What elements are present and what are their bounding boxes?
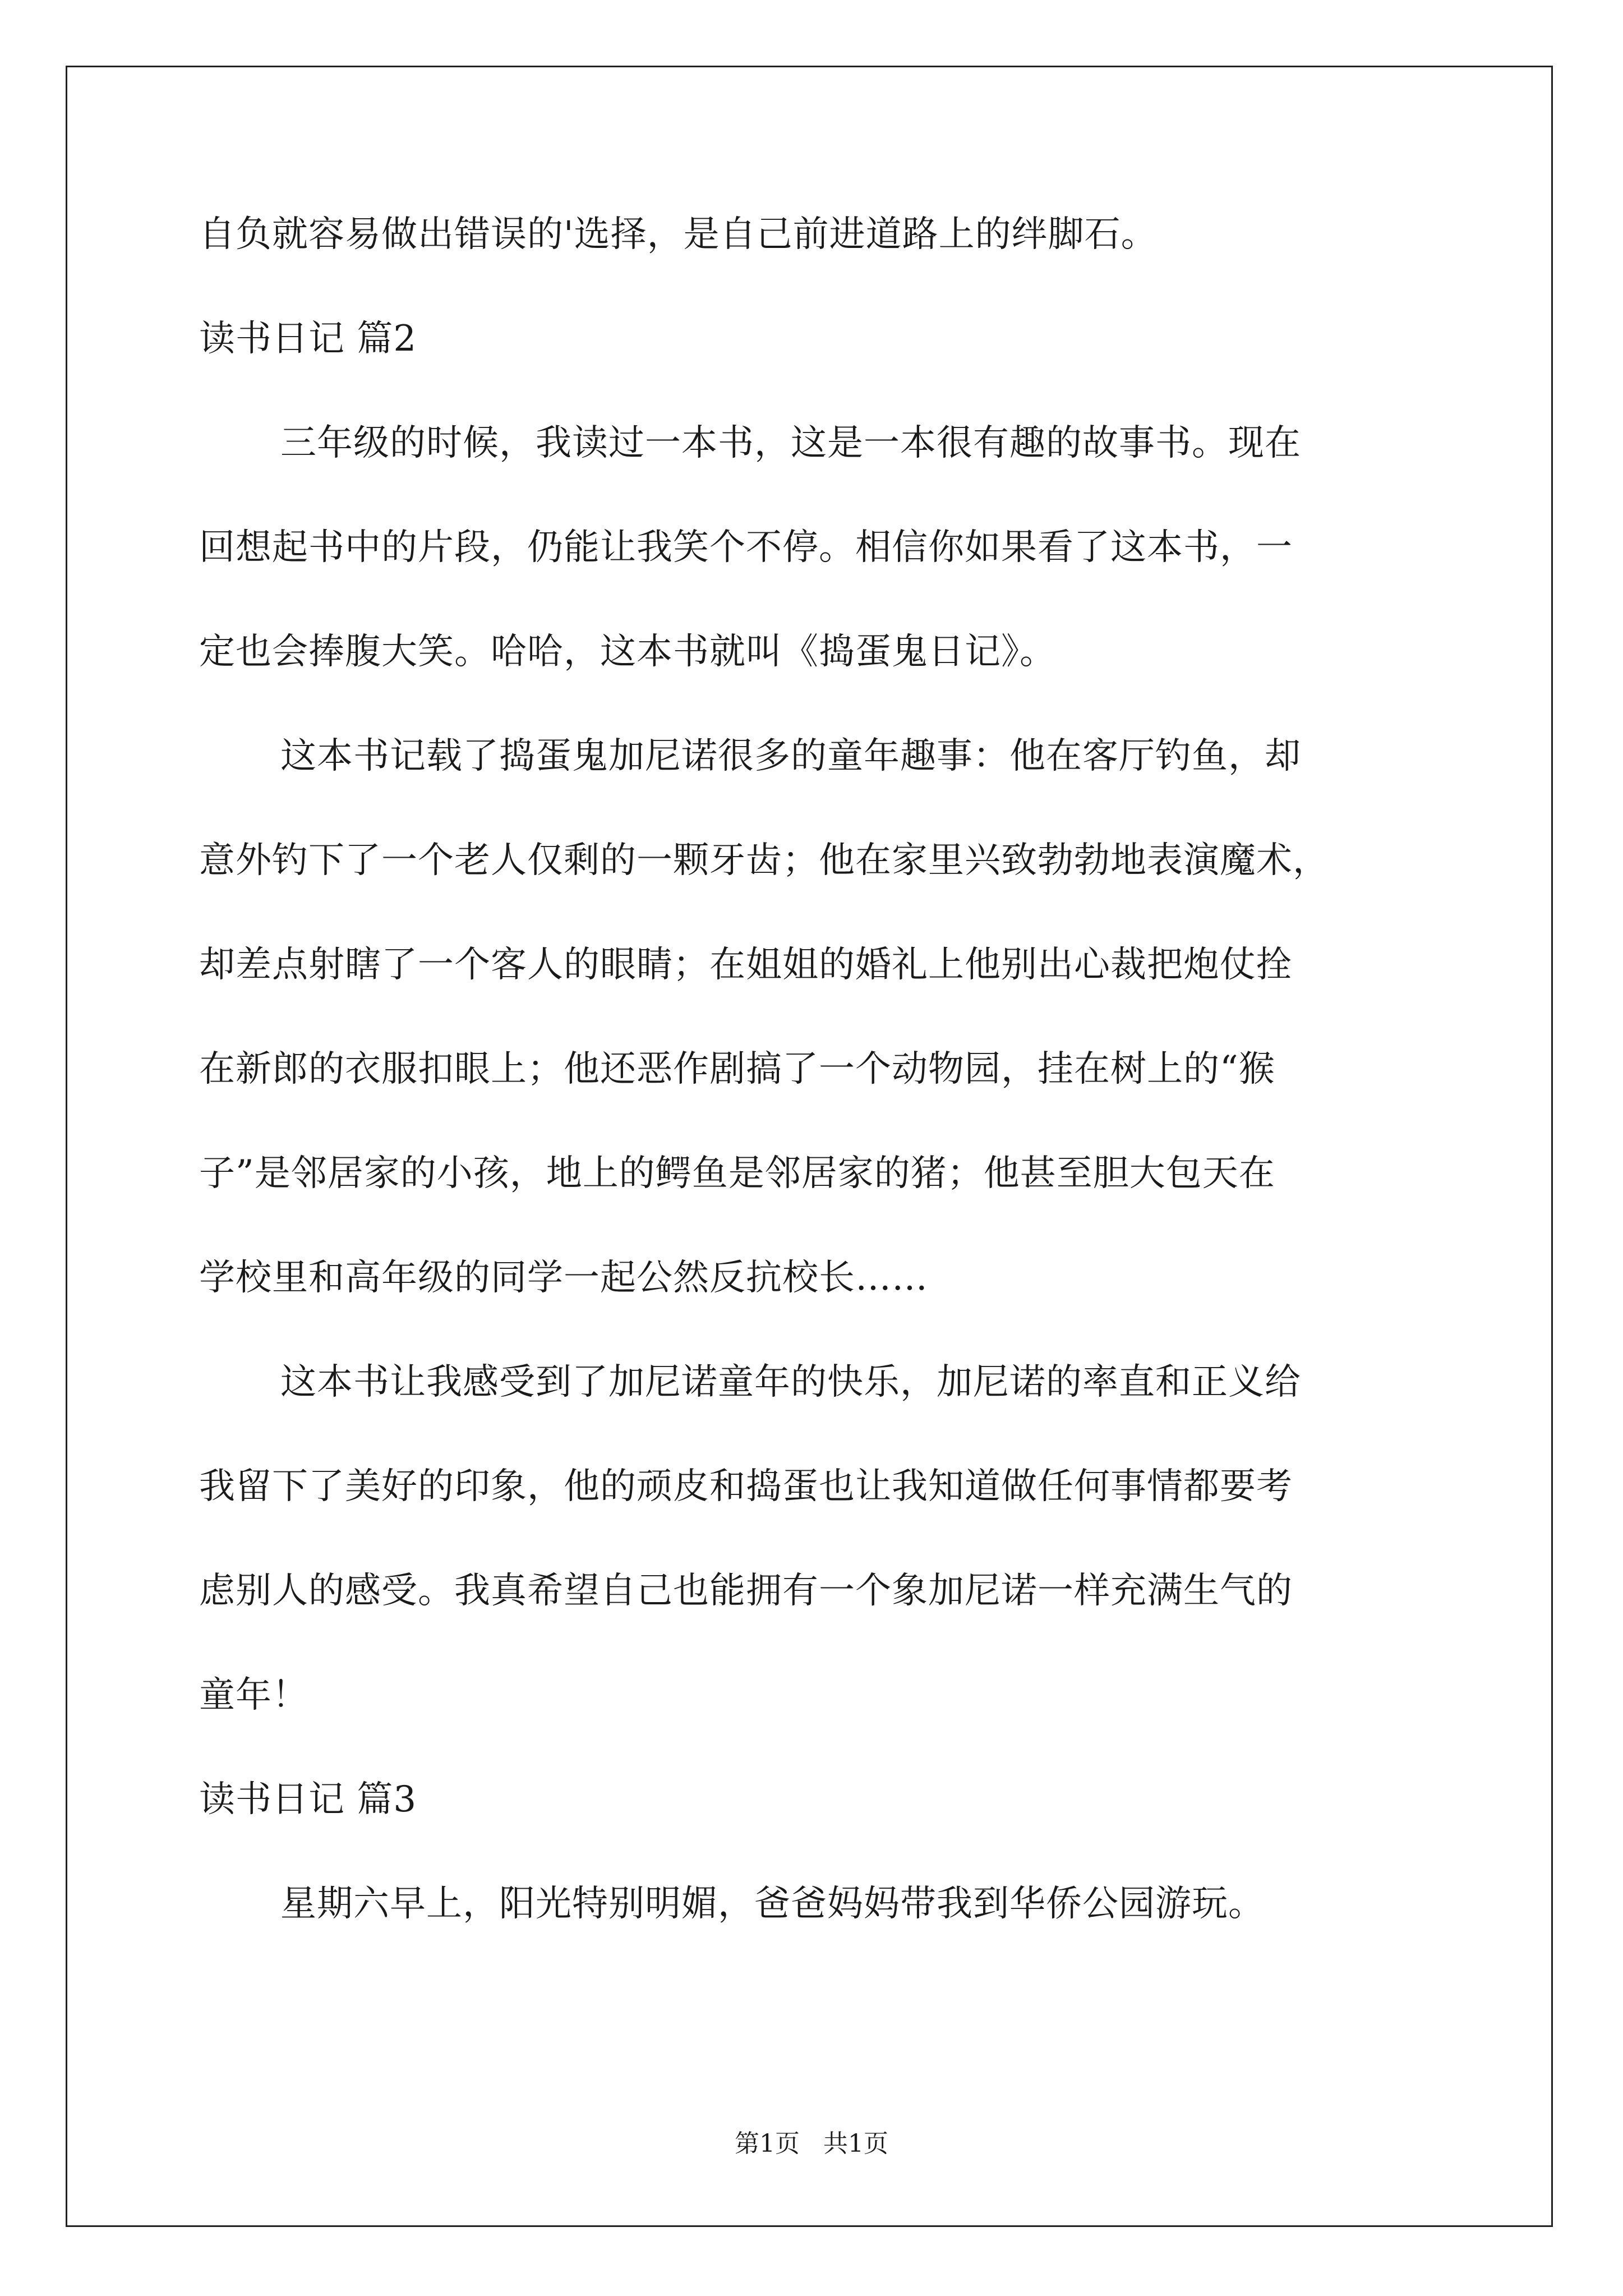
page-footer: 第1页 共1页 <box>735 2129 888 2158</box>
text-line: 子”是邻居家的小孩，地上的鳄鱼是邻居家的猪；他甚至胆大包天在 <box>199 1153 1275 1194</box>
text-line: 定也会捧腹大笑。哈哈，这本书就叫《捣蛋鬼日记》。 <box>199 631 1056 673</box>
text-line: 这本书让我感受到了加尼诺童年的快乐，加尼诺的率直和正义给 <box>280 1361 1301 1403</box>
text-line: 却差点射瞎了一个客人的眼睛；在姐姐的婚礼上他别出心裁把炮仗拴 <box>199 944 1293 986</box>
document-body <box>199 208 1433 1931</box>
text-line: 学校里和高年级的同学一起公然反抗校长…… <box>199 1257 928 1299</box>
text-line: 三年级的时候，我读过一本书，这是一本很有趣的故事书。现在 <box>280 422 1301 464</box>
text-line: 我留下了美好的印象，他的顽皮和捣蛋也让我知道做任何事情都要考 <box>199 1466 1293 1507</box>
text-line: 星期六早上，阳光特别明媚，爸爸妈妈带我到华侨公园游玩。 <box>280 1883 1265 1925</box>
section-heading: 读书日记 篇3 <box>199 1779 417 1820</box>
text-line: 回想起书中的片段，仍能让我笑个不停。相信你如果看了这本书，一 <box>199 527 1293 568</box>
text-line: 自负就容易做出错误的'选择，是自己前进道路上的绊脚石。 <box>199 214 1158 255</box>
text-line: 意外钓下了一个老人仅剩的一颗牙齿；他在家里兴致勃勃地表演魔术， <box>199 840 1329 881</box>
section-heading: 读书日记 篇2 <box>199 318 417 360</box>
text-line: 这本书记载了捣蛋鬼加尼诺很多的童年趣事：他在客厅钓鱼，却 <box>280 735 1301 777</box>
text-line: 在新郎的衣服扣眼上；他还恶作剧搞了一个动物园，挂在树上的“猴 <box>199 1048 1275 1090</box>
text-line: 虑别人的感受。我真希望自己也能拥有一个象加尼诺一样充满生气的 <box>199 1570 1293 1612</box>
text-line: 童年！ <box>199 1674 308 1716</box>
